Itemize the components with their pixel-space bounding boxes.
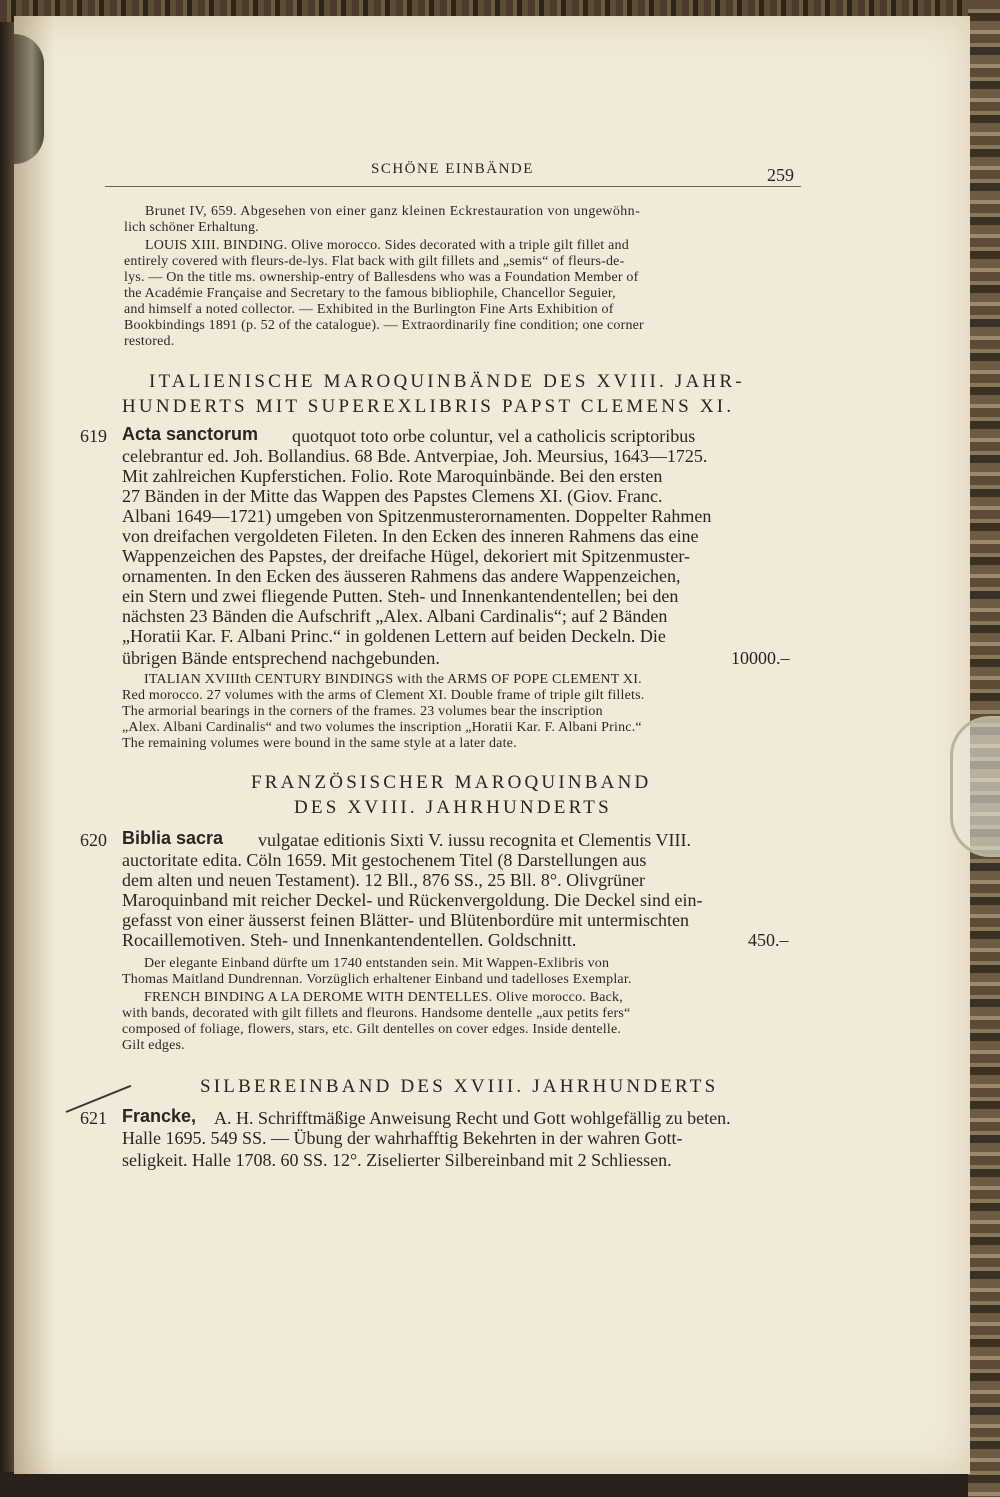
- lot-note-line: composed of foliage, flowers, stars, etc. Gilt dentelles on cover edges. Inside dentelle.: [122, 1022, 622, 1037]
- lot-text-line: nächsten 23 Bänden die Aufschrift „Alex. Albani Cardinalis“; auf 2 Bänden: [122, 606, 668, 626]
- lot-text-line: Mit zahlreichen Kupferstichen. Folio. Rote Maroquinbände. Bei den ersten: [122, 466, 663, 486]
- lot-number: 621: [80, 1108, 107, 1128]
- lot-number: 619: [80, 426, 107, 446]
- lot-text-line: quotquot toto orbe coluntur, vel a catholicis scriptoribus: [292, 426, 696, 446]
- bookmark-ribbon: [14, 34, 44, 164]
- lot-number: 620: [80, 830, 107, 850]
- lot-text-line: „Horatii Kar. F. Albani Princ.“ in goldenen Lettern auf beiden Deckeln. Die: [122, 626, 666, 646]
- lot-note-line: Red morocco. 27 volumes with the arms of Clement XI. Double frame of triple gilt fillets.: [122, 688, 645, 703]
- lot-price: 10000.–: [731, 648, 790, 668]
- lot-text-line: 27 Bänden in der Mitte das Wappen des Papstes Clemens XI. (Giov. Franc.: [122, 486, 663, 506]
- lot-title: Biblia sacra: [122, 828, 224, 848]
- lot-title: Francke,: [122, 1106, 197, 1126]
- intro-line: LOUIS XIII. BINDING. Olive morocco. Sides decorated with a triple gilt fillet and: [145, 238, 629, 253]
- lot-note-line: The remaining volumes were bound in the same style at a later date.: [122, 736, 517, 751]
- intro-line: lys. — On the title ms. ownership-entry of Ballesdens who was a Foundation Member of: [124, 270, 639, 285]
- lot-text-line: ornamenten. In den Ecken des äusseren Rahmens das andere Wappenzeichen,: [122, 566, 681, 586]
- section-heading: SILBEREINBAND DES XVIII. JAHRHUNDERTS: [200, 1076, 719, 1097]
- lot-text-line: dem alten und neuen Testament). 12 Bll., 876 SS., 25 Bll. 8°. Olivgrüner: [122, 870, 646, 890]
- lot-text-line: A. H. Schrifftmäßige Anweisung Recht und Gott wohlgefällig zu beten.: [214, 1108, 731, 1128]
- lot-text-line: Maroquinband mit reicher Deckel- und Rückenvergoldung. Die Deckel sind ein-: [122, 890, 703, 910]
- lot-text-line: Rocaillemotiven. Steh- und Innenkantendentellen. Goldschnitt.: [122, 930, 577, 950]
- lot-text-line: gefasst von einer äusserst feinen Blätter- und Blütenbordüre mit untermischten: [122, 910, 689, 930]
- book-binding-bottom: [0, 1472, 1000, 1497]
- lot-text-line: Wappenzeichen des Papstes, der dreifache Hügel, dekoriert mit Spitzenmuster-: [122, 546, 690, 566]
- section-heading: HUNDERTS MIT SUPEREXLIBRIS PAPST CLEMENS XI.: [122, 396, 735, 417]
- intro-line: entirely covered with fleurs-de-lys. Flat back with gilt fillets and „semis“ of fleurs-de-: [124, 254, 625, 269]
- intro-line: the Académie Française and Secretary to the famous bibliophile, Chancellor Seguier,: [124, 286, 616, 301]
- lot-note-line: Der elegante Einband dürfte um 1740 entstanden sein. Mit Wappen-Exlibris von: [144, 956, 610, 971]
- lot-note-line: The armorial bearings in the corners of the frames. 23 volumes bear the inscription: [122, 704, 603, 719]
- lot-text-line: seligkeit. Halle 1708. 60 SS. 12°. Ziselierter Silbereinband mit 2 Schliessen.: [122, 1150, 672, 1170]
- lot-text-line: vulgatae editionis Sixti V. iussu recognita et Clementis VIII.: [258, 830, 691, 850]
- page-number: 259: [767, 165, 794, 185]
- running-head: SCHÖNE EINBÄNDE: [371, 161, 534, 177]
- header-rule: [105, 186, 801, 187]
- lot-note-line: Gilt edges.: [122, 1038, 185, 1053]
- section-heading: FRANZÖSISCHER MAROQUINBAND: [251, 772, 652, 793]
- intro-line: lich schöner Erhaltung.: [124, 220, 259, 235]
- lot-note-line: FRENCH BINDING A LA DEROME WITH DENTELLES. Olive morocco. Back,: [144, 990, 623, 1005]
- lot-text-line: Halle 1695. 549 SS. — Übung der wahrhafftig Bekehrten in der wahren Gott-: [122, 1128, 683, 1148]
- intro-line: and himself a noted collector. — Exhibited in the Burlington Fine Arts Exhibition of: [124, 302, 614, 317]
- lot-note-line: with bands, decorated with gilt fillets and fleurons. Handsome dentelle „aux petits fers“: [122, 1006, 631, 1021]
- lot-price: 450.–: [748, 930, 789, 950]
- lot-title: Acta sanctorum: [122, 424, 259, 444]
- lot-text-line: auctoritate edita. Cöln 1659. Mit gestochenem Titel (8 Darstellungen aus: [122, 850, 647, 870]
- lot-text-line: übrigen Bände entsprechend nachgebunden.: [122, 648, 440, 668]
- section-heading: ITALIENISCHE MAROQUINBÄNDE DES XVIII. JAHR-: [149, 371, 745, 392]
- lot-note-line: Thomas Maitland Dundrennan. Vorzüglich erhaltener Einband und tadelloses Exemplar.: [122, 972, 632, 987]
- intro-line: Brunet IV, 659. Abgesehen von einer ganz kleinen Eckrestauration von ungewöhn-: [145, 204, 641, 219]
- lot-note-line: ITALIAN XVIIIth CENTURY BINDINGS with the ARMS OF POPE CLEMENT XI.: [144, 672, 642, 687]
- lot-text-line: ein Stern und zwei fliegende Putten. Steh- und Innenkantendentellen; bei den: [122, 586, 679, 606]
- intro-line: Bookbindings 1891 (p. 52 of the catalogue). — Extraordinarily fine condition; one corner: [124, 318, 644, 333]
- section-heading: DES XVIII. JAHRHUNDERTS: [294, 797, 612, 818]
- lot-text-line: celebrantur ed. Joh. Bollandius. 68 Bde. Antverpiae, Joh. Meursius, 1643—1725.: [122, 446, 708, 466]
- paper-clip: [950, 716, 1000, 857]
- page-gutter-shadow: [14, 16, 54, 1474]
- lot-text-line: Albani 1649—1721) umgeben von Spitzenmusterornamenten. Doppelter Rahmen: [122, 506, 712, 526]
- lot-note-line: „Alex. Albani Cardinalis“ and two volumes the inscription „Horatii Kar. F. Albani Princ.“: [122, 720, 642, 735]
- lot-text-line: von dreifachen vergoldeten Fileten. In den Ecken des inneren Rahmens das eine: [122, 526, 699, 546]
- intro-line: restored.: [124, 334, 175, 349]
